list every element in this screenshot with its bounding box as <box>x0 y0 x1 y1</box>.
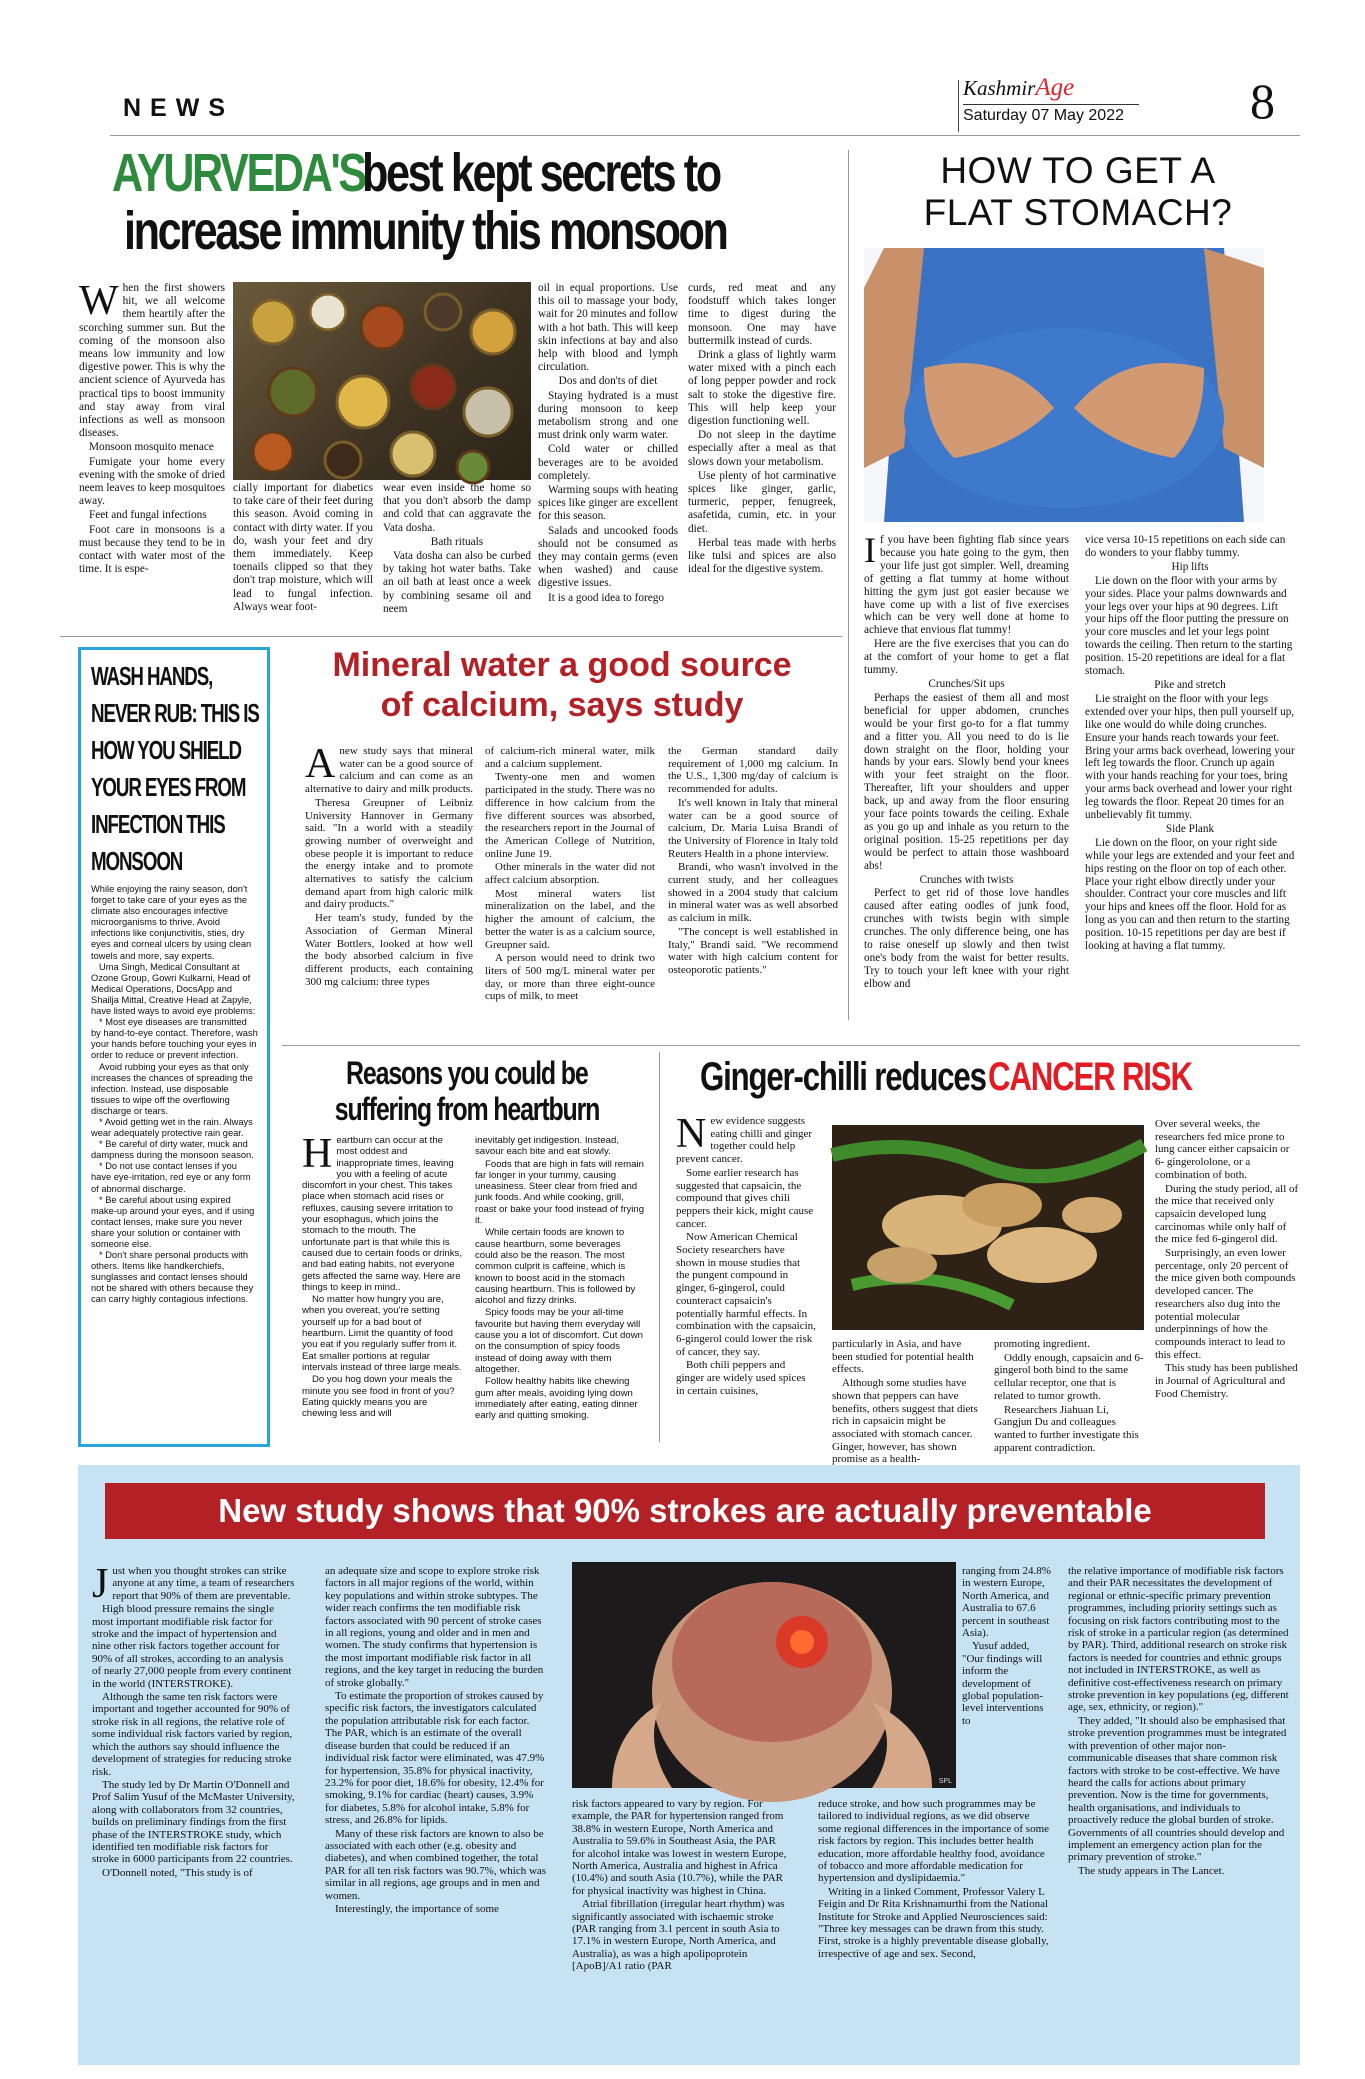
ginger-p7: promoting ingredient. <box>994 1338 1090 1350</box>
strokes-p11: Atrial fibrillation (irregular heart rhythm) was significantly associated with ischaemic stroke (PAR ranging from 3.1 percent in south Asia to 17.1% in western Europe, North America, and Australia), as was a high apolipoprotein [ApoB]/A1 ratio (PAR <box>572 1898 785 1973</box>
strokes-p16: the relative importance of modifiable risk factors and their PAR necessitates the development of regional or ethnic-specific primary prevention programmes, including priority settings such as focusing on risk factors contributing most to the risk of stroke in a particular region (as determined by PAR). Third, additional research on stroke risk factors is needed for countries and ethnic groups not included in INTERSTROKE, as well as definitive cost-effectiveness research on primary stroke prevention in key populations (eg, different age, sex, ethnicity, or region)." <box>1068 1565 1289 1714</box>
ayurveda-headline-line2: increase immunity this monsoon <box>124 201 727 261</box>
strokes-col2 <box>325 1565 547 2060</box>
flat-p3: Perhaps the easiest of them all and most beneficial for upper abdomen, crunches would be your first go-to for a flat tummy and a fitter you. All you need to do is lie down straight on the floor, holding your hands by your ears. Slowly bend your knees with your feet straight on the floor. Thereafter, lift your shoulders and upper back, up and away from the floor ensuring your face points towards the ceiling. Exhale as you go up and inhale as you return to the original position. 15-25 repetitions per day would be perfect to attain those washboard abs! <box>864 691 1069 872</box>
ginger-p3: Now American Chemical Society researchers have shown in mouse studies that the pungent compound in ginger, 6-gingerol, could counteract capsaicin's potentially harmful effects. In combination with the capsaicin, 6-gingerol could lower the risk of cancer, they say. <box>676 1231 816 1358</box>
masthead-logo-age: Age <box>1035 74 1075 101</box>
strokes-p6: an adequate size and scope to explore stroke risk factors in all major regions of the world, within key populations and within stroke subtypes. The wider reach confirms the ten modifiable risk factors associated with 90 percent of stroke cases in all regions, young and older and in men and women. The study confirms that hypertension is the most important modifiable risk factor in all regions, and the key target in reducing the burden of stroke globally." <box>325 1565 544 1689</box>
heartburn-p5: Foods that are high in fats will remain far longer in your tummy, causing uneasiness. Steer clear from fried and junk foods. And while cooking, grill, roast or bake your food instead of frying it. <box>475 1158 645 1227</box>
mineral-p1: new study says that mineral water can be a good source of calcium and can come as an alternative to dairy and milk products. <box>305 745 474 796</box>
heartburn-headline-line2: suffering from heartburn <box>334 1091 600 1127</box>
flat-p6: Lie down on the floor with your arms by your sides. Place your palms downwards and your legs over your hips at 90 degrees. Lift your hips off the floor putting the pressure on your core muscles and let your legs point towards the ceiling. Then return to the starting position. 15-20 repetitions are ideal for a flat stomach. <box>1085 574 1293 678</box>
ayurveda-headline-green: AYURVEDA'S <box>112 143 365 203</box>
flat-sub2: Crunches with twists <box>919 873 1014 886</box>
masthead-date-rule <box>963 104 1139 105</box>
ayurveda-p1: hen the first showers hit, we all welcome them heartily after the scorching summer sun. But the coming of the monsoon also means low immunity and low digestive power. This is why the ancient science of Ayurveda has practical tips to boost immunity and stay away from viral infections as well as monsoon diseases. <box>79 282 226 440</box>
masthead-logo <box>963 74 1074 102</box>
strokes-p4: The study led by Dr Martin O'Donnell and Prof Salim Yusuf of the McMaster University, along with collaborators from 32 countries, builds on preliminary findings from the first phase of the INTERSTROKE study, which identified ten modifiable risk factors for stroke in 6000 participants from 22 countries. <box>92 1778 295 1866</box>
mineral-p9: the German standard daily requirement of 1,000 mg calcium. In the U.S., 1,300 mg/day of calcium is recommended for adults. <box>668 745 838 796</box>
flat-col2 <box>1085 534 1295 1024</box>
strokes-p10: risk factors appeared to vary by region. For example, the PAR for hypertension ranged from 38.8% in western Europe, North America and Australia to 59.6% in Southeast Asia, the PAR for alcohol intake was lowest in western Europe, North America, Australia and highest in Africa (10.4%) and south Asia (10.7%), while the PAR for physical inactivity was highest in China. <box>572 1798 787 1897</box>
ginger-p12: Surprisingly, an even lower percentage, only 20 percent of the mice given both compounds developed cancer. The researchers also dug into the potential molecular underpinnings of how the compounds interact to lead to this effect. <box>1155 1247 1296 1361</box>
ayurveda-p11: Salads and uncooked foods should not be consumed as they may contain germs (even when washed) and cause digestive issues. <box>538 524 678 590</box>
mineral-p4: of calcium-rich mineral water, milk and a calcium supplement. <box>485 745 655 770</box>
strokes-col1: Just when you thought strokes can strike anyone at any time, a team of researchers report that 90% of them are preventable. High blood pressure remains the single most important modifiable risk factor for stroke and the impact of hypertension and nine other risk factors together account for 90% of all strokes, according to an analysis of nearly 27,000 people from every continent in the world (INTERSTROKE). Although the same ten risk factors were important and together accounted for 90% of stroke risk in all regions, the relative role of some individual risk factors varied by region, which the authors say should influence the development of strategies for reducing stroke risk. The study led by Dr Martin O'Donnell and Prof Salim Yusuf of the McMaster University, along with collaborators from 32 countries, builds on preliminary findings from the first phase of the INTERSTROKE study, which identified ten modifiable risk factors for stroke in 6000 participants from 22 countries. O'Donnell noted, "This study is of <box>92 1561 295 1879</box>
flat-sub5: Side Plank <box>1165 822 1215 835</box>
ayurveda-col1: When the first showers hit, we all welcome them heartily after the scorching summer sun. But the coming of the monsoon also means low immunity and low digestive power. This is why the ancient science of Ayurveda has practical tips to boost immunity and stay away from viral infections as well as monsoon diseases. Monsoon mosquito menace Fumigate your home every evening with the smoke of dried neem leaves to keep mosquitoes away. Feet and fungal infections Foot care in monsoons is a must because they tend to be in contact with water most of the time. It is espe- <box>79 278 226 576</box>
ayurveda-p4: cially important for diabetics to take care of their feet during this season. Avoid coming in contact with dirty water. If you do, wash your feet and dry them immediately. Keep toenails clipped so that they don't trap moisture, which will lead to fungal infection. Always wear foot- <box>233 482 373 613</box>
wash-headline-line5: INFECTION THIS <box>91 809 225 839</box>
ginger-p11: During the study period, all of the mice that received only capsaicin developed lung carcinomas while only half of the mice fed 6-gingerol did. <box>1155 1182 1299 1246</box>
strokes-p8: Many of these risk factors are known to also be associated with each other (e.g. obesity and diabetes), and when combined together, the total PAR for all ten risk factors was 90.7%, which was similar in all regions, age groups and in men and women. <box>325 1827 547 1902</box>
wash-headline-line3: HOW YOU SHIELD <box>91 735 241 765</box>
strokes-p12: ranging from 24.8% in western Europe, North America, and Australia to 67.6 percent in southeast Asia). <box>962 1565 1051 1640</box>
ginger-photo <box>832 1125 1144 1330</box>
wash-p2: Uma Singh, Medical Consultant at Ozone Group, Gowri Kulkarni, Head of Medical Operations, DocsApp and Shailja Mittal, Creative Head at Zapyle, have listed ways to avoid eye problems: <box>91 961 256 1017</box>
flat-sub4: Pike and stretch <box>1154 678 1226 691</box>
page-number: 8 <box>1250 73 1275 129</box>
strokes-p17: They added, "It should also be emphasised that stroke prevention programmes must be integrated with prevention of other major non-communicable diseases that share common risk factors with stroke to be cost-effective. We have heard the calls for actions about primary prevention. Now is the time for governments, health organisations, and individuals to proactively reduce the global burden of stroke. Governments of all countries should develop and implement an emergency action plan for the primary prevention of stroke." <box>1068 1714 1287 1864</box>
wash-headline-line6: MONSOON <box>91 846 183 876</box>
mineral-p3: Her team's study, funded by the Association of German Mineral Water Bottlers, looked at how well the body absorbed calcium in five different products, each containing 300 mg calcium: three types <box>305 912 473 988</box>
mineral-headline <box>282 645 842 725</box>
ayurveda-sub1: Monsoon mosquito menace <box>89 441 214 454</box>
wash-headline <box>91 658 264 880</box>
heartburn-p6: While certain foods are known to cause heartburn, some beverages could also be the reason. The most common culprit is caffeine, which is known to boost acid in the stomach causing heartburn. This is followed by alcohol and fizzy drinks. <box>475 1227 636 1307</box>
strokes-col5 <box>1068 1565 1290 2060</box>
ayurveda-headline <box>112 142 812 262</box>
photo-credit: SPL <box>938 1778 952 1785</box>
wash-p6: * Be careful of dirty water, muck and dampness during the monsoon season. <box>91 1139 254 1161</box>
strokes-p5: O'Donnell noted, "This study is of <box>102 1866 253 1879</box>
spices-illustration <box>233 282 531 480</box>
wash-headline-line2: NEVER RUB: THIS IS <box>91 698 259 728</box>
flat-sub1: Crunches/Sit ups <box>928 677 1005 690</box>
heartburn-col1: Heartburn can occur at the most oddest and inappropriate times, leaving you with a feeling of acute discomfort in your chest. This takes place when stomach acid rises or refluxes, causing severe irritation to your esophagus, which joins the stomach to the mouth. The unfortunate part is that while this is caused due to certain foods or drinks, and bad eating habits, not everyone gets affected the same way. Here are things to keep in mind.. No matter how hungry you are, when you overeat, you're setting yourself up for a bad bout of heartburn. Limit the quantity of food you eat if you regularly suffer from it. Eat smaller portions at regular intervals instead of three large meals. Do you hog down your meals the minute you see food in front of you? Eating quickly means you are chewing less and will <box>302 1131 462 1420</box>
masthead-rule <box>110 135 1300 136</box>
masthead-divider <box>958 80 959 132</box>
mineral-col3 <box>668 745 838 1025</box>
heartburn-p2: No matter how hungry you are, when you overeat, you're setting yourself up for a bad bout of heartburn. Limit the quantity of food you eat if you regularly suffer from it. Eat smaller portions at regular intervals instead of three large meals. <box>302 1294 462 1373</box>
brain-illustration <box>572 1562 956 1788</box>
ayurveda-p2: Fumigate your home every evening with the smoke of dried neem leaves to keep mosquitoes away. <box>79 455 225 508</box>
strokes-p7: To estimate the proportion of strokes caused by specific risk factors, the investigators calculated the population attributable risk for each factor. The PAR, which is an estimate of the overall disease burden that could be reduced if an individual risk factor were eliminated, was 47.9% for hypertension, 35.8% for physical inactivity, 23.2% for poor diet, 18.6% for obesity, 12.4% for smoking, 9.1% for cardiac (heart) causes, 3.9% for diabetes, 5.8% for alcohol intake, 5.8% for stress, and 26.8% for lipids. <box>325 1690 545 1827</box>
heartburn-p3: Do you hog down your meals the minute you see food in front of you? Eating quickly means you are chewing less and will <box>302 1374 455 1420</box>
wash-body <box>91 884 259 1306</box>
mineral-headline-line1: Mineral water a good source <box>332 646 792 684</box>
wash-p3: * Most eye diseases are transmitted by hand-to-eye contact. Therefore, wash your hands before touching your eyes in order to reduce or prevent infection. <box>91 1017 258 1061</box>
ginger-p9: Researchers Jiahuan Li, Gangjun Du and colleagues wanted to further investigate this apparent contradiction. <box>994 1403 1139 1454</box>
ginger-p6: Although some studies have shown that peppers can have benefits, others suggest that diets rich in capsaicin might be associated with stomach cancer. Ginger, however, has shown promise as a health- <box>832 1377 978 1466</box>
wash-p8: * Be careful about using expired make-up around your eyes, and if using contact lenses, make sure you never share your solution or container with someone else. <box>91 1194 255 1249</box>
ayurveda-col5 <box>688 282 836 624</box>
mineral-p10: It's well known in Italy that mineral water can be a good source of calcium, Dr. Maria Luisa Brandi of the University of Florence in Italy told Reuters Health in a phone interview. <box>668 796 838 860</box>
ayurveda-p13: curds, red meat and any foodstuff which takes longer time to digest during the monsoon. One may have buttermilk instead of curds. <box>688 282 836 347</box>
mineral-p12: "The concept is well established in Italy," Brandi said. "We recommend water with high calcium content for osteoporotic patients." <box>668 925 838 976</box>
ginger-p10: Over several weeks, the researchers fed mice prone to lung cancer either capsaicin or 6- gingerololone, or a combination of both. <box>1155 1118 1290 1181</box>
ayurveda-headline-rest: best kept secrets to <box>361 143 720 203</box>
ayurveda-p8: Staying hydrated is a must during monsoon to keep metabolism strong and one must drink only warm water. <box>538 389 678 442</box>
ginger-illustration <box>832 1125 1144 1330</box>
strokes-col4b <box>818 1798 1052 2060</box>
mineral-p11: Brandi, who wasn't involved in the current study, and her colleagues showed in a 2004 study that calcium in mineral water was as well absorbed as calcium in milk. <box>668 861 838 925</box>
mineral-p2: Theresa Greupner of Leibniz University Hannover in Germany said. "In a world with a steadily growing number of overweight and obese people it is important to reduce the energy intake and to promote alternatives to satisfy the calcium demand apart from high caloric milk and dairy products." <box>305 796 473 911</box>
ayurveda-p6: Vata dosha can also be curbed by taking hot water baths. Take an oil bath at least once a week by combining sesame oil and neem <box>383 550 531 615</box>
masthead-logo-kashmir: Kashmir <box>963 76 1036 100</box>
column-divider-mid <box>659 1052 660 1442</box>
mineral-p5: Twenty-one men and women participated in the study. There was no difference in how calcium from the five different sources was absorbed, the researchers report in the Journal of the American College of Nutrition, online June 19. <box>485 771 655 860</box>
flat-headline <box>858 150 1298 234</box>
ginger-p1: ew evidence suggests eating chilli and ginger together could help prevent cancer. <box>676 1115 813 1166</box>
heartburn-p4: inevitably get indigestion. Instead, savour each bite and eat slowly. <box>475 1135 619 1158</box>
flat-col1: If you have been fighting flab since years because you hate going to the gym, then your life just got simpler. Well, dreaming of getting a flat tummy at home without hitting the gym just got easier because we have come up with a list of five exercises which can be very well done at home to achieve that envious flat tummy! Here are the five exercises that you can do at the comfort of your home to get a flat tummy. Crunches/Sit ups Perhaps the easiest of them all and most beneficial for upper abdomen, crunches would be your first go-to for a flat tummy and a fitter you. All you need to do is lie down straight on the floor, holding your hands by your ears. Slowly bend your knees with your feet straight on the floor. Thereafter, lift your shoulders and upper back, up and away from the floor ensuring your face points towards the ceiling. Exhale as you go up and inhale as you return to the original position. 15-25 repetitions per day would be perfect to attain those washboard abs! Crunches with twists Perfect to get rid of those love handles caused after eating oodles of junk food, crunches with twists begin with simple crunches. The only difference being, one has to raise oneself up slowly and then twist one's body from the waist for better results. Try to touch your left knee with your right elbow and <box>864 530 1069 990</box>
ginger-p4: Both chili peppers and ginger are widely used spices in certain cuisines, <box>676 1359 806 1397</box>
wash-p7: * Do not use contact lenses if you have eye-irritation, red eye or any form of abnormal discharge. <box>91 1161 251 1194</box>
section-label: NEWS <box>123 94 234 122</box>
ayurveda-sub4: Dos and don'ts of diet <box>558 375 658 388</box>
heartburn-headline <box>282 1055 652 1127</box>
heartburn-headline-line1: Reasons you could be <box>346 1055 588 1091</box>
ginger-p2: Some earlier research has suggested that capsaicin, the compound that gives chili peppers their kick, might cause cancer. <box>676 1166 814 1230</box>
stroke-photo <box>572 1562 956 1788</box>
ayurveda-p15: Do not sleep in the daytime especially after a meal as that slows down your metabolism. <box>688 429 836 468</box>
ginger-col1: New evidence suggests eating chilli and ginger together could help prevent cancer. Some earlier research has suggested that capsaicin, the compound that gives chili peppers their kick, might cause cancer. Now American Chemical Society researchers have shown in mouse studies that the pungent compound in ginger, 6-gingerol, could counteract capsaicin's potentially harmful effects. In combination with the capsaicin, 6-gingerol could lower the risk of cancer, they say. Both chili peppers and ginger are widely used spices in certain cuisines, <box>676 1111 816 1397</box>
wash-p4: Avoid rubbing your eyes as that only increases the chances of spreading the infection. Instead, use disposable tissues to wipe off the overflowing discharge or tears. <box>91 1061 253 1116</box>
flat-headline-line1: HOW TO GET A <box>940 150 1216 191</box>
ayurveda-p12: It is a good idea to forego <box>548 591 665 604</box>
stomach-illustration <box>864 248 1264 522</box>
column-divider-top <box>848 150 849 1020</box>
strokes-col4a <box>962 1565 1052 1795</box>
ayurveda-col3 <box>383 482 531 624</box>
wash-box <box>78 647 270 1447</box>
wash-headline-line1: WASH HANDS, <box>91 661 213 691</box>
ginger-col3 <box>994 1338 1144 1454</box>
heartburn-p1: eartburn can occur at the most oddest and inappropriate times, leaving you with a feeling of acute discomfort in your chest. This takes place when stomach acid rises or refluxes, causing severe irritation to your esophagus, which joins the stomach to the mouth. The unfortunate part is that while this is caused due to certain foods or drinks, and bad eating habits, not everyone gets affected the same way. Here are things to keep in mind.. <box>302 1135 462 1293</box>
strokes-p14: reduce stroke, and how such programmes may be tailored to individual regions, as we did observe some regional differences in the importance of some risk factors by region. This includes better health education, more affordable healthy food, avoidance of tobacco and more affordable medication for hypertension and dyslipidaemia." <box>818 1798 1050 1885</box>
strokes-p18: The study appears in The Lancet. <box>1078 1864 1225 1877</box>
ginger-headline-red: CANCER RISK <box>988 1055 1193 1099</box>
ayurveda-p3: Foot care in monsoons is a must because they tend to be in contact with water most of the time. It is espe- <box>79 523 225 576</box>
ayurveda-sub3: Bath rituals <box>430 535 484 548</box>
flat-p2: Here are the five exercises that you can do at the comfort of your home to get a flat tummy. <box>864 638 1069 677</box>
mineral-col1: A new study says that mineral water can be a good source of calcium and can come as an alternative to dairy and milk products. Theresa Greupner of Leibniz University Hannover in Germany said. "In a world with a steadily growing number of overweight and obese people it is important to reduce the energy intake and to promote alternatives to satisfy the calcium demand apart from high caloric milk and dairy products." Her team's study, funded by the Association of German Mineral Water Bottlers, looked at how well the body absorbed calcium in five different products, each containing 300 mg calcium: three types <box>305 741 474 988</box>
stomach-photo <box>864 248 1264 522</box>
ayurveda-sub2: Feet and fungal infections <box>89 509 207 522</box>
horizontal-divider-2 <box>282 1045 1300 1046</box>
wash-p1: While enjoying the rainy season, don't forget to take care of your eyes as the climate also encourages infective microorganisms to thrive. Avoid infections like conjunctivitis, sties, dry eyes and corneal ulcers by using clean towels and more, say experts. <box>91 884 252 961</box>
mineral-col2 <box>485 745 655 1025</box>
flat-p5: vice versa 10-15 repetitions on each side can do wonders to your flabby tummy. <box>1085 534 1286 559</box>
strokes-p15: Writing in a linked Comment, Professor Valery L Feigin and Dr Rita Krishnamurthi from the National Institute for Stroke and Applied Neurosciences said: "Three key messages can be drawn from this study. First, stroke is a highly preventable disease globally, irrespective of age and sex. Second, <box>818 1885 1049 1960</box>
ayurveda-col2 <box>233 482 373 624</box>
ginger-p5: particularly in Asia, and have been studied for potential health effects. <box>832 1338 974 1376</box>
ayurveda-p16: Use plenty of hot carminative spices like ginger, garlic, turmeric, pepper, fenugreek, asafetida, cumin, etc. in your diet. <box>688 469 836 535</box>
mineral-headline-line2: of calcium, says study <box>380 686 744 724</box>
ayurveda-p9: Cold water or chilled beverages are to be avoided completely. <box>538 443 678 482</box>
wash-p5: * Avoid getting wet in the rain. Always wear adequately protective rain gear. <box>91 1116 253 1139</box>
strokes-p2: High blood pressure remains the single most important modifiable risk factor for stroke and the impact of hypertension and nine other risk factors together account for 90% of all strokes, according to an analysis of nearly 27,000 people from every continent in the world (INTERSTROKE). <box>92 1603 292 1690</box>
ayurveda-p7: oil in equal proportions. Use this oil to massage your body, wait for 20 minutes and follow with a hot bath. This will keep skin infections at bay and also help with blood and lymph circulation. <box>538 282 678 374</box>
flat-p8: Lie down on the floor, on your right side while your legs are extended and your feet and hips resting on the floor on top of each other. Place your right elbow directly under your shoulder. Contract your core muscles and lift your hips and knees off the floor. Hold for as long as you can and then return to the starting position. 10-15 repetitions per day are best if looking at having a flat tummy. <box>1085 836 1295 953</box>
mineral-p6: Other minerals in the water did not affect calcium absorption. <box>485 861 655 887</box>
ginger-col2 <box>832 1338 980 1466</box>
heartburn-p7: Spicy foods may be your all-time favourite but having them everyday will cause you a lot of discomfort. Cut down on the consumption of spicy foods instead of doing away with them altogether. <box>475 1307 643 1375</box>
strokes-p13: Yusuf added, "Our findings will inform the development of global population-level interventions to <box>962 1640 1044 1727</box>
wash-p9: * Don't share personal products with others. Items like handkerchiefs, sunglasses and contact lenses should not be shared with others because they can carry highly contagious infections. <box>91 1250 254 1305</box>
strokes-p9: Interestingly, the importance of some <box>335 1902 499 1915</box>
flat-p7: Lie straight on the floor with your legs extended over your hips, then pull yourself up, like one would do while doing crunches. Ensure your hands reach towards your feet. Bring your arms back overhead, lowering your left leg towards the floor. Crunch up again with your hands reaching for your toes, bring your arms back overhead and lower your right leg towards the floor. Repeat 20 times for an unbelievably fit tummy. <box>1085 692 1295 822</box>
wash-headline-line4: YOUR EYES FROM <box>91 772 246 802</box>
ginger-col4 <box>1155 1118 1301 1445</box>
ayurveda-p10: Warming soups with heating spices like ginger are excellent for this season. <box>538 484 678 523</box>
spices-photo <box>233 282 531 480</box>
strokes-p3: Although the same ten risk factors were important and together accounted for 90% of stroke risk in all regions, the relative role of some individual risk factors varied by region, which the authors say should influence the development of strategies for reducing stroke risk. <box>92 1691 293 1778</box>
ayurveda-p14: Drink a glass of lightly warm water mixed with a pinch each of long pepper powder and rock salt to stoke the digestive fire. This will help keep your digestion functioning well. <box>688 349 836 428</box>
flat-p4: Perfect to get rid of those love handles caused after eating oodles of junk food, crunches with twists begin with simple crunches. The only difference being, one has to raise oneself up slowly and then twist one's body from the waist for better results. Try to touch your left knee with your right elbow and <box>864 887 1069 990</box>
horizontal-divider-1 <box>60 636 842 637</box>
ginger-p13: This study has been published in Journal of Agricultural and Food Chemistry. <box>1155 1362 1298 1400</box>
mineral-p8: A person would need to drink two liters of 500 mg/L mineral water per day, or more than three eight-ounce cups of milk, to meet <box>485 952 655 1003</box>
strokes-headline: New study shows that 90% strokes are actually preventable <box>105 1483 1265 1539</box>
flat-sub3: Hip lifts <box>1171 560 1209 573</box>
ginger-p8: Oddly enough, capsaicin and 6-gingerol both bind to the same cellular receptor, one that is related to tumor growth. <box>994 1351 1144 1402</box>
ayurveda-p5: wear even inside the home so that you don't absorb the damp and cold that can aggravate the Vata dosha. <box>383 482 531 534</box>
ayurveda-p17: Herbal teas made with herbs like tulsi and spices are also ideal for the digestive system. <box>688 536 836 576</box>
flat-p1: f you have been fighting flab since years because you hate going to the gym, then your life just got simpler. Well, dreaming of getting a flat tummy at home without hitting the gym just got easier because we have come up with a list of five exercises which can be very well done at home to achieve that envious flat tummy! <box>864 534 1069 637</box>
ginger-headline-dark: Ginger-chilli reduces <box>700 1055 986 1099</box>
heartburn-p8: Follow healthy habits like chewing gum after meals, avoiding lying down immediately after eating, eating dinner early and quitting smoking. <box>475 1376 638 1422</box>
strokes-col3 <box>572 1798 790 2060</box>
ginger-headline <box>700 1055 1320 1100</box>
mineral-p7: Most mineral waters list mineralization on the label, and the higher the amount of calcium, the better the water is as a calcium source, Greupner said. <box>485 887 655 951</box>
heartburn-col2 <box>475 1135 645 1445</box>
masthead-date: Saturday 07 May 2022 <box>963 107 1124 124</box>
flat-headline-line2: FLAT STOMACH? <box>923 192 1233 233</box>
strokes-p1: ust when you thought strokes can strike anyone at any time, a team of researchers report that 90% of them are preventable. <box>112 1565 295 1602</box>
ayurveda-col4 <box>538 282 678 624</box>
